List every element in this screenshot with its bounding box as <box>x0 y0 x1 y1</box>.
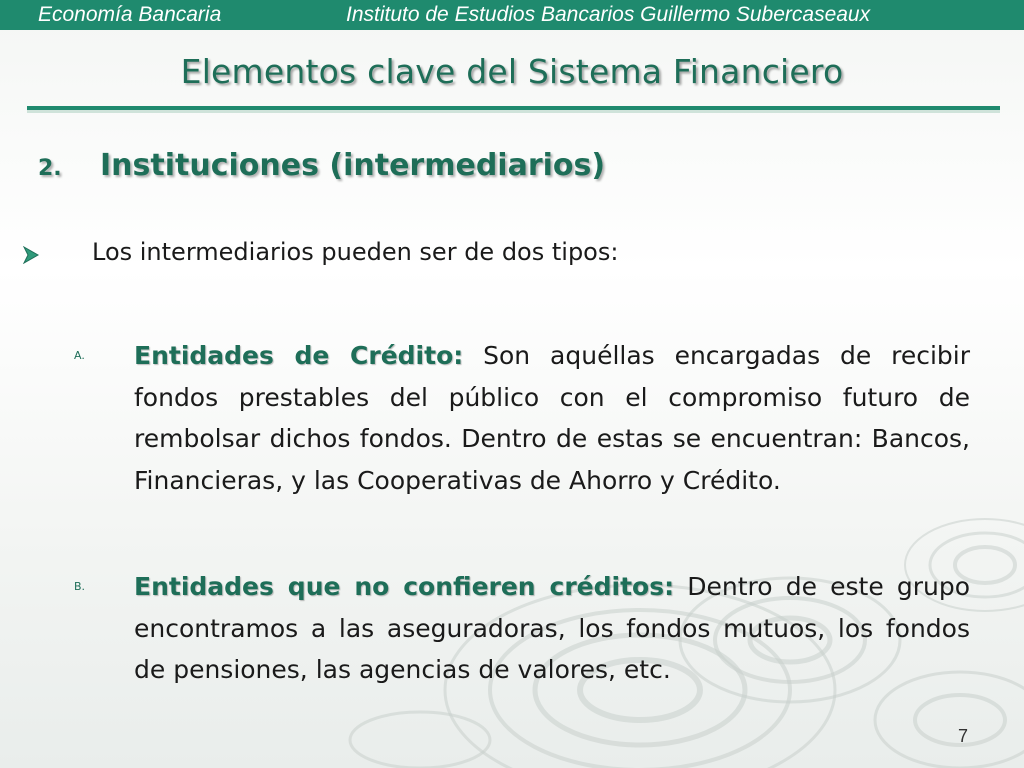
term-entidades-sin-creditos: Entidades que no confieren créditos: <box>134 572 675 601</box>
header-course-name: Economía Bancaria <box>38 3 222 26</box>
header-institute-name: Instituto de Estudios Bancarios Guillermo Subercaseaux <box>346 3 871 26</box>
list-marker-a: A. <box>74 349 85 362</box>
title-divider <box>27 106 1000 113</box>
term-entidades-de-credito: Entidades de Crédito: <box>134 341 464 370</box>
list-item-b-body <box>134 566 970 691</box>
list-item-b <box>74 566 970 691</box>
page-number: 7 <box>957 726 968 746</box>
list-marker-b: B. <box>74 580 86 593</box>
section-number: 2. <box>38 156 62 181</box>
list-item-a-body <box>134 335 970 501</box>
bullet-text: Los intermediarios pueden ser de dos tipos: <box>92 238 619 266</box>
definition-entidades-sin-creditos: Dentro de este grupo encontramos a las aseguradoras, los fondos mutuos, los fondos de pensiones, las agencias de valores, etc. <box>134 572 971 684</box>
slide-title: Elementos clave del Sistema Financiero <box>180 52 844 91</box>
header-bar <box>0 0 1024 30</box>
list-item-a <box>74 335 970 501</box>
arrow-bullet-icon <box>22 246 40 264</box>
definition-entidades-de-credito: Son aquéllas encargadas de recibir fondos prestables del público con el compromiso futuro de rembolsar dichos fondos. Dentro de estas se encuentran: Bancos, Financieras, y las Cooperativas de Ahorro y Crédito. <box>134 341 971 495</box>
section-heading <box>38 148 605 183</box>
section-title: Instituciones (intermediarios) <box>100 148 606 183</box>
